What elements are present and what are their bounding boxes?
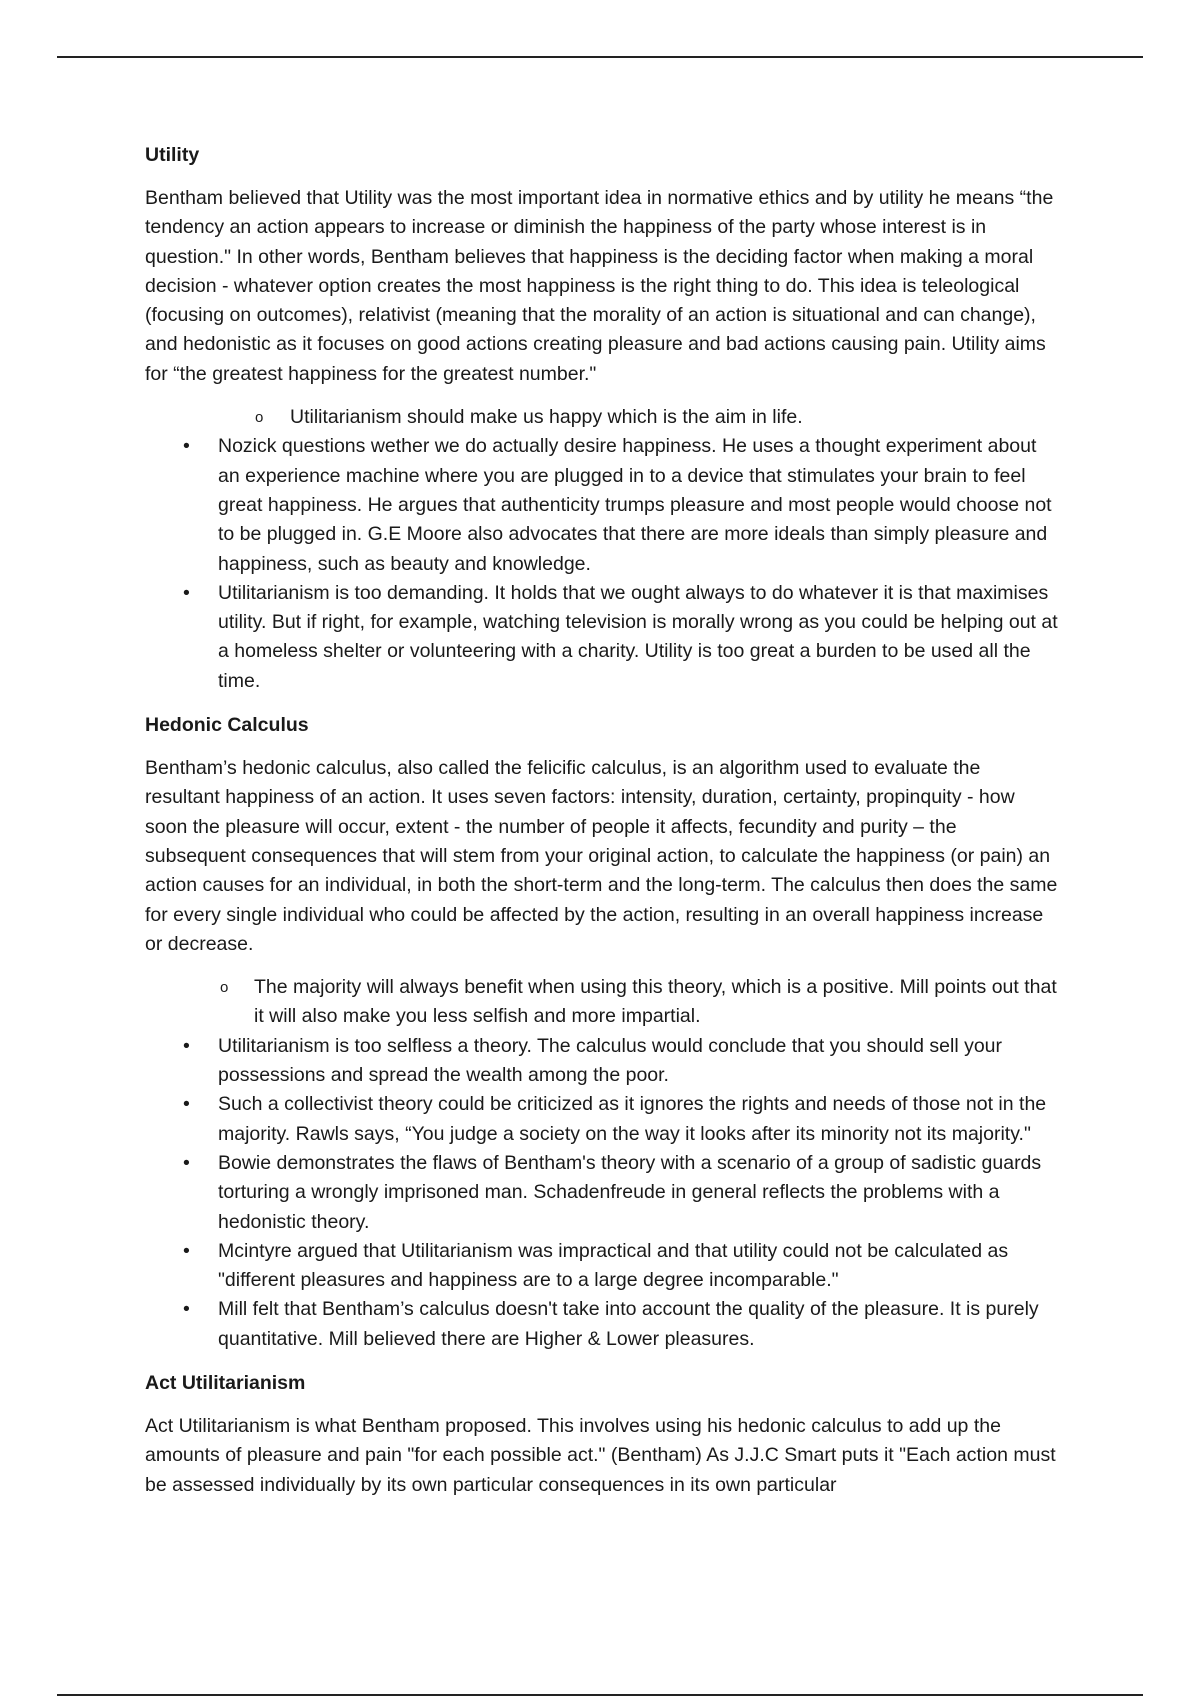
list-item: [145, 1149, 1060, 1237]
list-item: [145, 1032, 1060, 1091]
footer-rule: [57, 1694, 1143, 1696]
sub-point: [145, 403, 1060, 432]
list-item-text: Mill felt that Bentham’s calculus doesn't take into account the quality of the pleasure. It is purely quantitative. Mill believed there are Higher & Lower pleasures.: [218, 1298, 1039, 1350]
list-utility: [145, 403, 1060, 696]
heading-act-utilitarianism: Act Utilitarianism: [145, 1371, 306, 1394]
list-item-text: Bowie demonstrates the flaws of Bentham's theory with a scenario of a group of sadistic guards torturing a wrongly imprisoned man. Schadenfreude in general reflects the problems with a hedonistic theory.: [218, 1151, 1042, 1233]
list-item: [145, 432, 1060, 578]
header-rule: [57, 56, 1143, 58]
list-item-text: Utilitarianism is too demanding. It holds that we ought always to do whatever it is that maximises utility. But if right, for example, watching television is morally wrong as you could be helping out at a homeless shelter or volunteering with a charity. Utility is too great a burden to be used all the time.: [218, 581, 1058, 692]
sub-point-text: The majority will always benefit when using this theory, which is a positive. Mill points out that it will also make you less selfish and more impartial.: [254, 976, 1057, 1028]
document-body: [145, 140, 1060, 1514]
bullet-icon: •: [183, 1298, 190, 1321]
circle-bullet-icon: o: [255, 409, 264, 427]
bullet-icon: •: [183, 1151, 190, 1174]
paragraph-hedonic-calculus: Bentham’s hedonic calculus, also called the felicific calculus, is an algorithm used to evaluate the resultant happiness of an action. It uses seven factors: intensity, duration, certainty, propinquity - how soon the pleasure will occur, extent - the number of people it affects, fecundity and purity – the subsequent consequences that will stem from your original action, to calculate the happiness (or pain) an action causes for an individual, in both the short-term and the long-term. The calculus then does the same for every single individual who could be affected by the action, resulting in an overall happiness increase or decrease.: [145, 757, 1058, 955]
list-item: [145, 1237, 1060, 1296]
paragraph-utility: Bentham believed that Utility was the most important idea in normative ethics and by utility he means “the tendency an action appears to increase or diminish the happiness of the party whose interest is in question." In other words, Bentham believes that happiness is the deciding factor when making a moral decision - whatever option creates the most happiness is the right thing to do. This idea is teleological (focusing on outcomes), relativist (meaning that the morality of an action is situational and can change), and hedonistic as it focuses on good actions creating pleasure and bad actions causing pain. Utility aims for “the greatest happiness for the greatest number.": [145, 187, 1054, 385]
bullet-icon: •: [183, 581, 190, 604]
sub-point-text: Utilitarianism should make us happy which is the aim in life.: [290, 406, 803, 429]
list-item-text: Such a collectivist theory could be criticized as it ignores the rights and needs of those not in the majority. Rawls says, “You judge a society on the way it looks after its minority not its majority.": [218, 1093, 1047, 1145]
bullet-icon: •: [183, 1034, 190, 1057]
bullet-icon: •: [183, 435, 190, 458]
sub-point: [145, 973, 1060, 1032]
paragraph-act-utilitarianism: Act Utilitarianism is what Bentham proposed. This involves using his hedonic calculus to add up the amounts of pleasure and pain "for each possible act." (Bentham) As J.J.C Smart puts it "Each action must be assessed individually by its own particular consequences in its own particular: [145, 1414, 1056, 1496]
heading-hedonic-calculus: Hedonic Calculus: [145, 714, 309, 737]
list-item-text: Utilitarianism is too selfless a theory. The calculus would conclude that you should sell your possessions and spread the wealth among the poor.: [218, 1034, 1002, 1087]
bullet-icon: •: [183, 1239, 190, 1262]
bullet-icon: •: [183, 1093, 190, 1116]
list-item-text: Nozick questions wether we do actually desire happiness. He uses a thought experiment about an experience machine where you are plugged in to a device that stimulates your brain to feel great happiness. He argues that authenticity trumps pleasure and most people would choose not to be plugged in. G.E Moore also advocates that there are more ideals than simply pleasure and happiness, such as beauty and knowledge.: [218, 435, 1052, 575]
list-item: [145, 1295, 1060, 1354]
circle-bullet-icon: o: [220, 979, 229, 997]
list-item: [145, 1090, 1060, 1149]
heading-utility: Utility: [145, 144, 200, 166]
list-item: [145, 579, 1060, 696]
list-item-text: Mcintyre argued that Utilitarianism was impractical and that utility could not be calculated as "different pleasures and happiness are to a large degree incomparable.": [218, 1239, 1009, 1292]
list-hedonic-calculus: [145, 973, 1060, 1354]
